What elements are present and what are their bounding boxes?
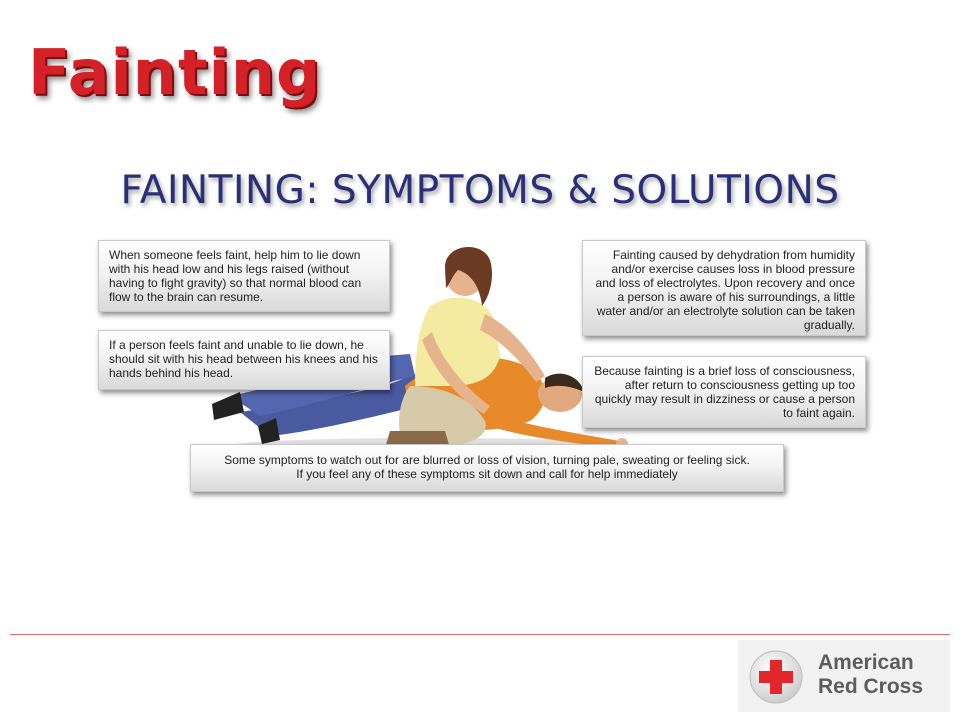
symptoms-line-2: If you feel any of these symptoms sit down and call for help immediately xyxy=(296,467,678,481)
info-box-symptoms xyxy=(190,444,784,492)
logo-wordmark xyxy=(818,651,948,699)
logo-line-1: American xyxy=(818,651,914,674)
info-box-recovery: Because fainting is a brief loss of consciousness, after return to consciousness getting up too quickly may result in dizziness or cause a person to faint again. xyxy=(582,356,866,428)
info-box-lie-down: When someone feels faint, help him to lie down with his head low and his legs raised (without having to fight gravity) so that normal blood can flow to the brain can resume. xyxy=(98,240,390,312)
red-cross-icon xyxy=(748,649,804,705)
info-box-sit-down: If a person feels faint and unable to lie down, he should sit with his head between his knees and his hands behind his head. xyxy=(98,330,390,390)
info-box-dehydration: Fainting caused by dehydration from humidity and/or exercise causes loss in blood pressure and loss of electrolytes. Upon recovery and once a person is aware of his surroundings, a little water and/or an electrolyte solution can be taken gradually. xyxy=(582,240,866,336)
slide-title: Fainting xyxy=(28,36,322,109)
slide-subtitle: FAINTING: SYMPTOMS & SOLUTIONS xyxy=(120,168,840,213)
american-red-cross-logo xyxy=(738,640,950,712)
logo-line-2: Red Cross xyxy=(818,675,924,698)
symptoms-line-1: Some symptoms to watch out for are blurred or loss of vision, turning pale, sweating or feeling sick. xyxy=(224,453,750,467)
footer-divider xyxy=(10,634,950,635)
